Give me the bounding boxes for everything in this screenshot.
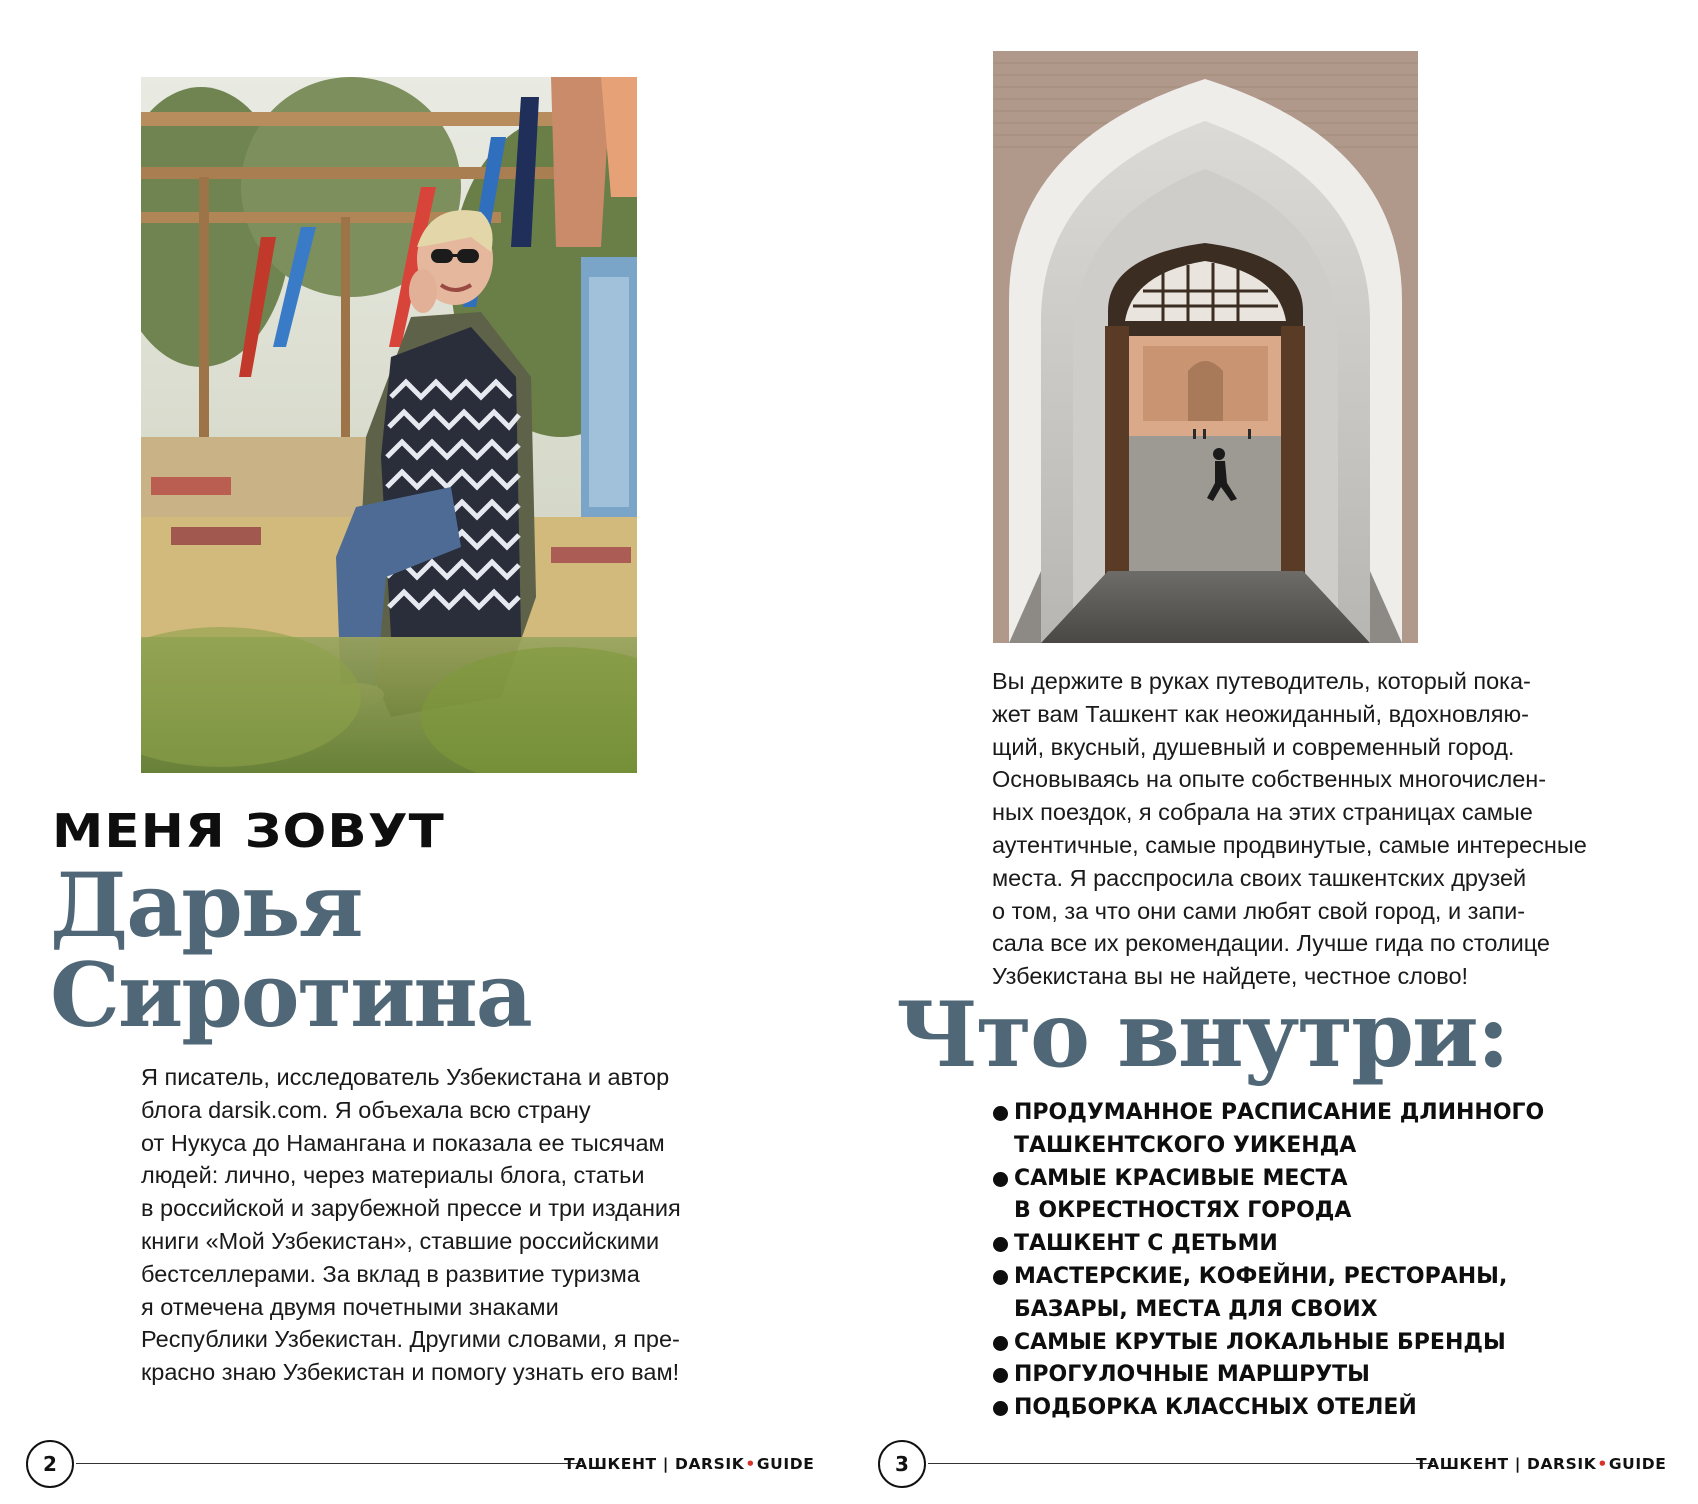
archway-photo bbox=[993, 51, 1418, 643]
footer-brand-b: GUIDE bbox=[1608, 1455, 1667, 1473]
bio-line: Я писатель, исследователь Узбекистана и автор bbox=[141, 1064, 670, 1090]
brand-dot-icon: • bbox=[745, 1455, 756, 1473]
footer-rule bbox=[928, 1463, 1433, 1464]
author-first-name: Дарья bbox=[50, 853, 362, 957]
bio-line: Республики Узбекистан. Другими словами, я пре- bbox=[141, 1326, 680, 1353]
footer-right bbox=[878, 1440, 1678, 1488]
welcome-line: места. Я расспросила своих ташкентских друзей bbox=[992, 864, 1527, 891]
footer-brand-b: GUIDE bbox=[756, 1455, 815, 1473]
bio-line: книги «Мой Узбекистан», ставшие российскими bbox=[141, 1227, 660, 1254]
bullet-icon bbox=[993, 1172, 1008, 1187]
page-number: 3 bbox=[878, 1440, 926, 1488]
bullet-icon bbox=[993, 1237, 1008, 1252]
footer-separator: | bbox=[662, 1455, 669, 1473]
welcome-line: аутентичные, самые продвинутые, самые интересные bbox=[992, 831, 1587, 858]
contents-item: МАСТЕРСКИЕ, КОФЕЙНИ, РЕСТОРАНЫ, БАЗАРЫ, МЕСТА ДЛЯ СВОИХ bbox=[992, 1261, 1544, 1327]
contents-item: ПОДБОРКА КЛАССНЫХ ОТЕЛЕЙ bbox=[992, 1392, 1544, 1425]
footer-separator: | bbox=[1514, 1455, 1521, 1473]
bio-line: бестселлерами. За вклад в развитие туризма bbox=[141, 1260, 640, 1287]
bio-line: красно знаю Узбекистан и помогу узнать его вам! bbox=[141, 1359, 680, 1386]
footer-city: ТАШКЕНТ bbox=[1416, 1455, 1509, 1473]
footer-brand-a: DARSIK bbox=[675, 1455, 745, 1473]
footer-rule bbox=[76, 1463, 581, 1464]
bullet-icon bbox=[993, 1106, 1008, 1121]
footer-city: ТАШКЕНТ bbox=[564, 1455, 657, 1473]
contents-item: ТАШКЕНТ С ДЕТЬМИ bbox=[992, 1228, 1544, 1261]
welcome-text bbox=[992, 665, 1672, 993]
brand-dot-icon: • bbox=[1597, 1455, 1608, 1473]
footer-brand-a: DARSIK bbox=[1527, 1455, 1597, 1473]
bio-line: от Нукуса до Намангана и показала ее тысячам bbox=[141, 1129, 665, 1156]
welcome-line: жет вам Ташкент как неожиданный, вдохновляю- bbox=[992, 700, 1529, 727]
bio-line: в российской и зарубежной прессе и три издания bbox=[141, 1195, 681, 1222]
bullet-icon bbox=[993, 1368, 1008, 1383]
welcome-line: Вы держите в руках путеводитель, который пока- bbox=[992, 668, 1531, 694]
footer-left bbox=[26, 1440, 826, 1488]
welcome-line: Узбекистана вы не найдете, честное слово! bbox=[992, 963, 1469, 990]
welcome-line: щий, вкусный, душевный и современный город. bbox=[992, 733, 1515, 760]
bio-line: я отмечена двумя почетными знаками bbox=[141, 1293, 559, 1320]
author-bio bbox=[141, 1061, 781, 1389]
page-number: 2 bbox=[26, 1440, 74, 1488]
intro-kicker: МЕНЯ ЗОВУТ bbox=[52, 804, 445, 858]
welcome-line: ных поездок, я собрала на этих страницах самые bbox=[992, 799, 1533, 826]
footer-brand bbox=[1416, 1453, 1666, 1475]
author-portrait-photo bbox=[141, 77, 637, 773]
contents-item: САМЫЕ КРАСИВЫЕ МЕСТА В ОКРЕСТНОСТЯХ ГОРОДА bbox=[992, 1163, 1544, 1229]
inside-title: Что внутри: bbox=[896, 982, 1508, 1088]
bullet-icon bbox=[993, 1336, 1008, 1351]
welcome-line: сала все их рекомендации. Лучше гида по столице bbox=[992, 930, 1550, 957]
contents-list bbox=[992, 1097, 1544, 1425]
author-name bbox=[50, 853, 531, 1047]
bio-line: людей: лично, через материалы блога, статьи bbox=[141, 1162, 645, 1189]
welcome-line: Основываясь на опыте собственных многочислен- bbox=[992, 766, 1547, 793]
contents-item: САМЫЕ КРУТЫЕ ЛОКАЛЬНЫЕ БРЕНДЫ bbox=[992, 1327, 1544, 1360]
bio-line: блога darsik.com. Я объехала всю страну bbox=[141, 1096, 591, 1123]
welcome-line: о том, за что они сами любят свой город, и запи- bbox=[992, 897, 1526, 924]
contents-item: ПРОГУЛОЧНЫЕ МАРШРУТЫ bbox=[992, 1359, 1544, 1392]
contents-item: ПРОДУМАННОЕ РАСПИСАНИЕ ДЛИННОГО ТАШКЕНТСКОГО УИКЕНДА bbox=[992, 1097, 1544, 1163]
bullet-icon bbox=[993, 1270, 1008, 1285]
footer-brand bbox=[564, 1453, 814, 1475]
bullet-icon bbox=[993, 1401, 1008, 1416]
author-last-name: Сиротина bbox=[50, 943, 531, 1047]
